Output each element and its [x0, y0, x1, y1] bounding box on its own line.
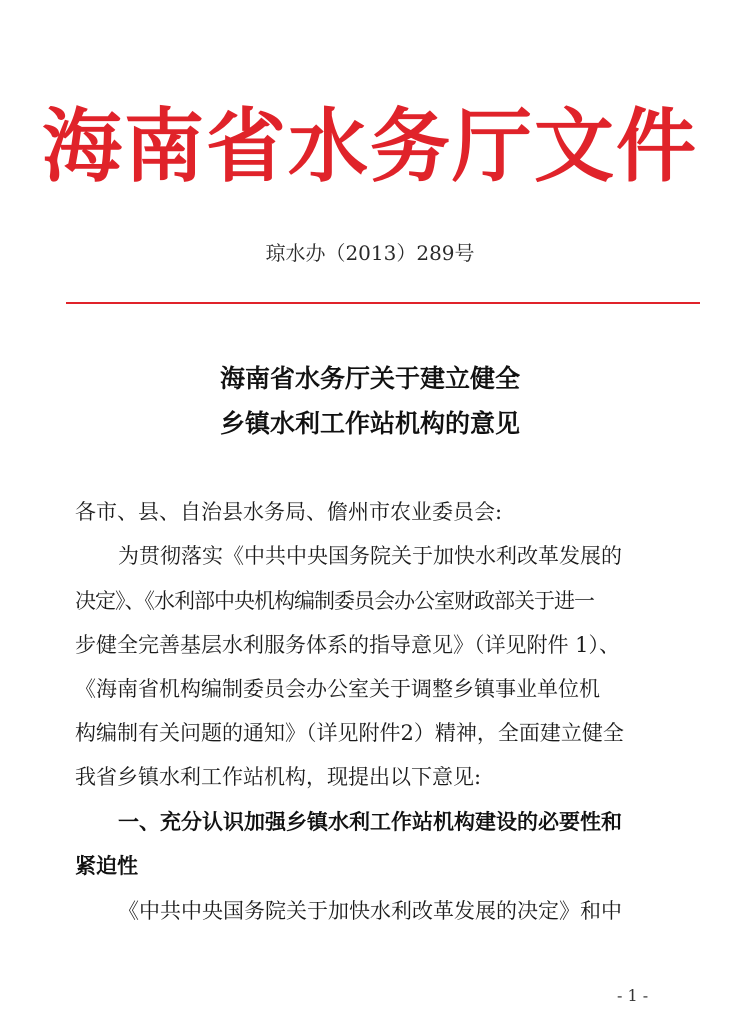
paragraph-1-line-2: 决定》、《水利部中央机构编制委员会办公室财政部关于进一	[75, 589, 594, 613]
section-1-heading-line-1: 一、充分认识加强乡镇水利工作站机构建设的必要性和	[118, 809, 622, 834]
red-divider-line	[66, 302, 700, 304]
document-masthead: 海南省水务厅文件	[42, 99, 698, 193]
paragraph-1-line-6: 我省乡镇水利工作站机构，现提出以下意见:	[75, 765, 482, 789]
paragraph-2-line-1: 《中共中央国务院关于加快水利改革发展的决定》和中	[118, 899, 622, 923]
paragraph-1-line-5: 构编制有关问题的通知》（详见附件2）精神，全面建立健全	[75, 721, 624, 745]
section-1-heading-line-2: 紧迫性	[75, 853, 138, 878]
document-number: 琼水办（2013）289号	[265, 241, 475, 265]
document-title-line-1: 海南省水务厅关于建立健全	[219, 364, 520, 393]
document-title-line-2: 乡镇水利工作站机构的意见	[219, 409, 520, 438]
paragraph-1-line-4: 《海南省机构编制委员会办公室关于调整乡镇事业单位机	[75, 677, 600, 701]
paragraph-1-line-1: 为贯彻落实《中共中央国务院关于加快水利改革发展的	[118, 544, 622, 568]
addressee-line: 各市、县、自治县水务局、儋州市农业委员会:	[75, 500, 503, 524]
page-number: - 1 -	[617, 986, 649, 1005]
paragraph-1-line-3: 步健全完善基层水利服务体系的指导意见》（详见附件 1）、	[75, 633, 621, 657]
